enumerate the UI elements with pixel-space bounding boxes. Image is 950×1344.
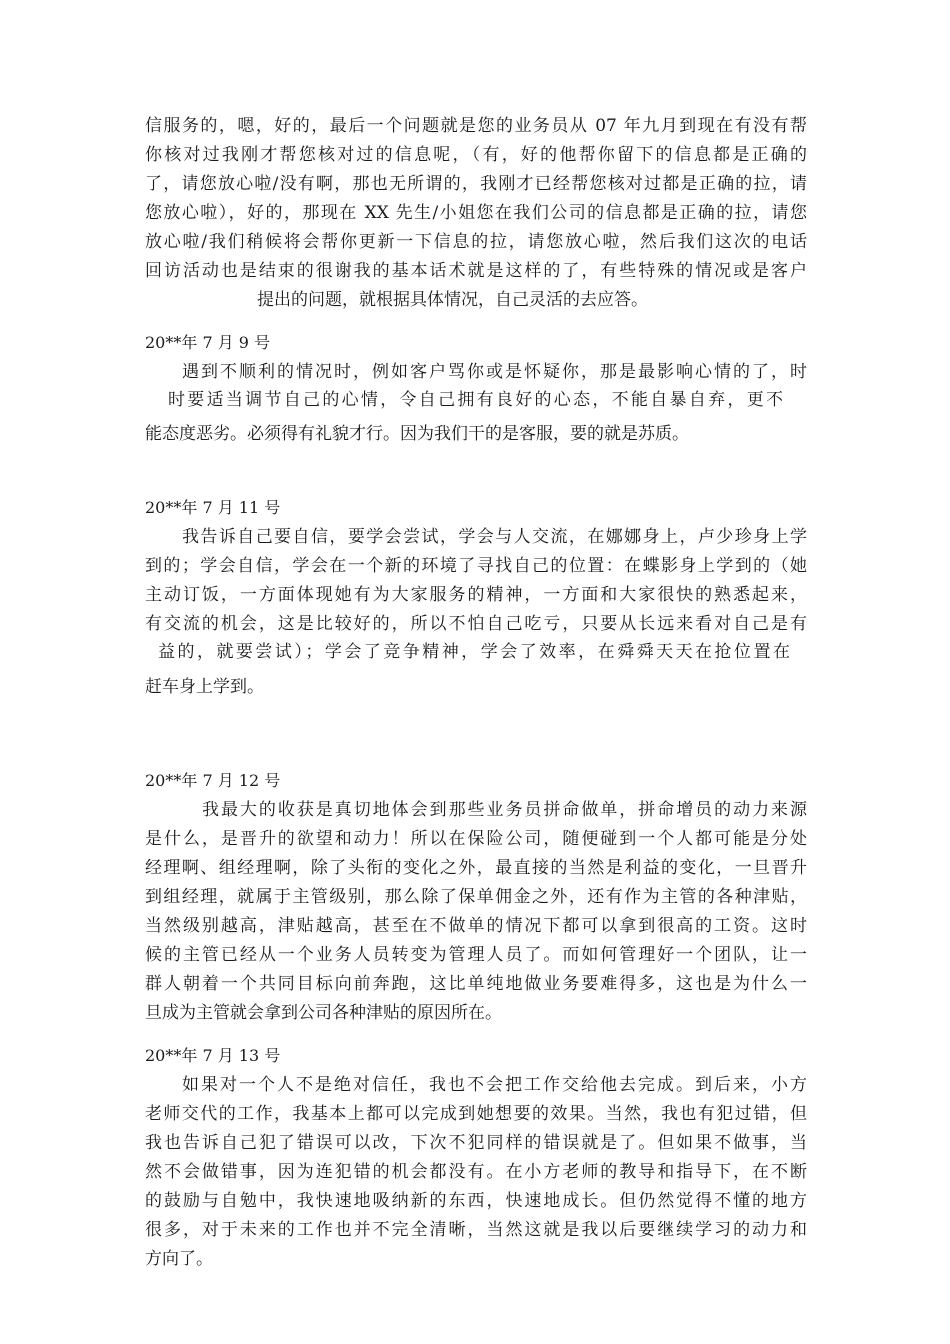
entry-date: 20**年 7 月 12 号 bbox=[145, 771, 281, 790]
text-line: 经理啊、组经理啊，除了头衔的变化之外，最直接的当然是利益的变化，一旦晋升 bbox=[145, 858, 807, 878]
text-line: 然不会做错事，因为连犯错的机会都没有。在小方老师的教导和指导下，在不断 bbox=[145, 1162, 807, 1182]
entry-date: 20**年 7 月 9 号 bbox=[145, 333, 271, 352]
text-line: 候的主管已经从一个业务人员转变为管理人员了。而如何管理好一个团队，让一 bbox=[145, 945, 807, 965]
entry-date: 20**年 7 月 11 号 bbox=[145, 498, 281, 517]
text-line: 方向了。 bbox=[145, 1249, 213, 1269]
text-line: 你核对过我刚才帮您核对过的信息呢，（有，好的他帮你留下的信息都是正确的 bbox=[145, 145, 807, 165]
text-line: 时要适当调节自己的心情，令自己拥有良好的心态，不能自暴自弃，更不 bbox=[168, 390, 783, 410]
text-line: 提出的问题，就根据具体情况，自己灵活的去应答。 bbox=[257, 290, 648, 310]
text-line: 老师交代的工作，我基本上都可以完成到她想要的效果。当然，我也有犯过错，但 bbox=[145, 1104, 807, 1124]
text-line: 是什么，是晋升的欲望和动力！所以在保险公司，随便碰到一个人都可能是分处 bbox=[145, 829, 807, 849]
text-line: 如果对一个人不是绝对信任，我也不会把工作交给他去完成。到后来，小方 bbox=[182, 1075, 807, 1095]
text-line: 遇到不顺利的情况时，例如客户骂你或是怀疑你，那是最影响心情的了，时 bbox=[182, 362, 807, 382]
text-line: 了，请您放心啦/没有啊，那也无所谓的，我刚才已经帮您核对过都是正确的拉，请 bbox=[145, 174, 807, 194]
text-line: 您放心啦），好的，那现在 XX 先生/小姐您在我们公司的信息都是正确的拉，请您 bbox=[145, 203, 807, 223]
text-line: 我最大的收获是真切地体会到那些业务员拼命做单，拼命增员的动力来源 bbox=[202, 800, 807, 820]
text-line: 主动订饭，一方面体现她有为大家服务的精神，一方面和大家很快的熟悉起来， bbox=[145, 585, 807, 605]
text-line: 旦成为主管就会拿到公司各种津贴的原因所在。 bbox=[145, 1003, 502, 1023]
text-line: 回访活动也是结束的很谢我的基本话术就是这样的了，有些特殊的情况或是客户 bbox=[145, 261, 807, 281]
text-line: 到组经理，就属于主管级别，那么除了保单佣金之外，还有作为主管的各种津贴， bbox=[145, 887, 807, 907]
text-line: 的鼓励与自勉中，我快速地吸纳新的东西，快速地成长。但仍然觉得不懂的地方 bbox=[145, 1191, 807, 1211]
text-line: 益的，就要尝试）；学会了竞争精神，学会了效率，在舜舜天天在抢位置在 bbox=[158, 642, 790, 662]
text-line: 赶车身上学到。 bbox=[145, 677, 264, 697]
text-line: 放心啦/我们稍候将会帮你更新一下信息的拉，请您放心啦，然后我们这次的电话 bbox=[145, 232, 807, 252]
text-line: 到的；学会自信，学会在一个新的环境了寻找自己的位置：在蝶影身上学到的（她 bbox=[145, 556, 807, 576]
text-line: 信服务的，嗯，好的，最后一个问题就是您的业务员从 07 年九月到现在有没有帮 bbox=[145, 116, 807, 136]
entry-date: 20**年 7 月 13 号 bbox=[145, 1046, 281, 1065]
text-line: 能态度恶劣。必须得有礼貌才行。因为我们干的是客服，要的就是苏质。 bbox=[145, 424, 689, 444]
text-line: 有交流的机会，这是比较好的，所以不怕自己吃亏，只要从长远来看对自己是有 bbox=[145, 614, 807, 634]
text-line: 很多，对于未来的工作也并不完全清晰，当然这就是我以后要继续学习的动力和 bbox=[145, 1220, 807, 1240]
text-line: 我也告诉自己犯了错误可以改，下次不犯同样的错误就是了。但如果不做事，当 bbox=[145, 1133, 807, 1153]
text-line: 群人朝着一个共同目标向前奔跑，这比单纯地做业务要难得多，这也是为什么一 bbox=[145, 974, 807, 994]
text-line: 当然级别越高，津贴越高，甚至在不做单的情况下都可以拿到很高的工资。这时 bbox=[145, 916, 807, 936]
text-line: 我告诉自己要自信，要学会尝试，学会与人交流，在娜娜身上，卢少珍身上学 bbox=[182, 527, 807, 547]
